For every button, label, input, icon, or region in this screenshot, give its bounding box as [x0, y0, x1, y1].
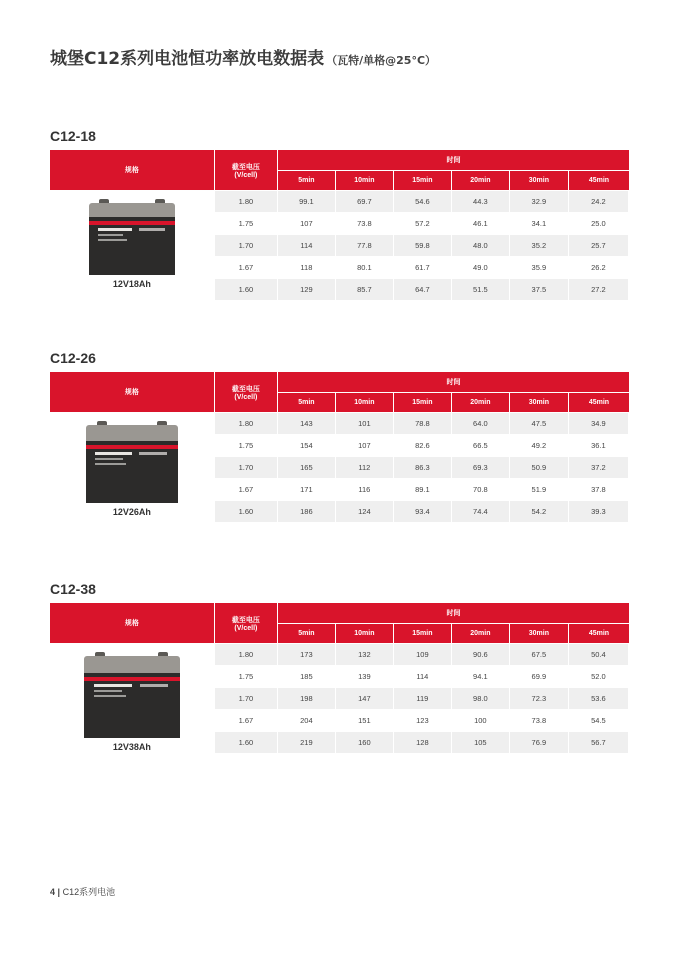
power-value-cell: 90.6 — [452, 644, 510, 666]
power-value-cell: 165 — [278, 457, 336, 479]
power-value-cell: 85.7 — [336, 279, 394, 301]
power-value-cell: 64.7 — [394, 279, 452, 301]
header-duration: 45min — [569, 393, 629, 413]
cutoff-voltage-cell: 1.70 — [215, 457, 278, 479]
header-spec: 规格 — [50, 372, 215, 413]
cutoff-voltage-cell: 1.80 — [215, 413, 278, 435]
header-duration: 20min — [452, 624, 510, 644]
header-duration: 10min — [336, 393, 394, 413]
header-cutoff-line2: (V/cell) — [234, 171, 258, 179]
power-value-cell: 112 — [336, 457, 394, 479]
power-value-cell: 35.9 — [510, 257, 569, 279]
header-cutoff-line1: 截至电压 — [231, 616, 260, 624]
power-value-cell: 154 — [278, 435, 336, 457]
header-duration: 30min — [510, 624, 569, 644]
power-value-cell: 139 — [336, 666, 394, 688]
power-value-cell: 198 — [278, 688, 336, 710]
header-duration: 10min — [336, 624, 394, 644]
cutoff-voltage-cell: 1.67 — [215, 710, 278, 732]
header-time: 时间 — [278, 150, 629, 171]
discharge-table — [50, 150, 629, 301]
power-value-cell: 76.9 — [510, 732, 569, 754]
footer-separator: | — [57, 887, 61, 897]
power-value-cell: 61.7 — [394, 257, 452, 279]
header-cutoff-line1: 截至电压 — [231, 385, 260, 393]
header-cutoff-line2: (V/cell) — [234, 624, 258, 632]
title-subtitle: （瓦特/单格@25°C） — [326, 54, 437, 67]
power-value-cell: 54.6 — [394, 191, 452, 213]
power-value-cell: 73.8 — [510, 710, 569, 732]
header-duration: 5min — [278, 393, 336, 413]
power-value-cell: 114 — [278, 235, 336, 257]
power-value-cell: 107 — [278, 213, 336, 235]
header-cutoff-voltage — [215, 372, 278, 413]
power-value-cell: 129 — [278, 279, 336, 301]
power-value-cell: 47.5 — [510, 413, 569, 435]
power-value-cell: 186 — [278, 501, 336, 523]
power-value-cell: 26.2 — [569, 257, 629, 279]
power-value-cell: 107 — [336, 435, 394, 457]
header-duration: 5min — [278, 171, 336, 191]
power-value-cell: 59.8 — [394, 235, 452, 257]
cutoff-voltage-cell: 1.75 — [215, 213, 278, 235]
header-cutoff-line1: 截至电压 — [231, 163, 260, 171]
power-value-cell: 39.3 — [569, 501, 629, 523]
header-cutoff-voltage — [215, 150, 278, 191]
power-value-cell: 48.0 — [452, 235, 510, 257]
cutoff-voltage-cell: 1.67 — [215, 479, 278, 501]
cutoff-voltage-cell: 1.60 — [215, 501, 278, 523]
power-value-cell: 89.1 — [394, 479, 452, 501]
power-value-cell: 77.8 — [336, 235, 394, 257]
page-number: 4 — [50, 887, 56, 897]
power-value-cell: 204 — [278, 710, 336, 732]
header-time: 时间 — [278, 372, 629, 393]
power-value-cell: 69.3 — [452, 457, 510, 479]
header-time: 时间 — [278, 603, 629, 624]
header-duration: 45min — [569, 624, 629, 644]
power-value-cell: 52.0 — [569, 666, 629, 688]
power-value-cell: 114 — [394, 666, 452, 688]
power-value-cell: 132 — [336, 644, 394, 666]
power-value-cell: 98.0 — [452, 688, 510, 710]
power-value-cell: 99.1 — [278, 191, 336, 213]
power-value-cell: 56.7 — [569, 732, 629, 754]
power-value-cell: 37.5 — [510, 279, 569, 301]
power-value-cell: 37.8 — [569, 479, 629, 501]
power-value-cell: 173 — [278, 644, 336, 666]
power-value-cell: 82.6 — [394, 435, 452, 457]
cutoff-voltage-cell: 1.60 — [215, 279, 278, 301]
title-text: 城堡C12系列电池恒功率放电数据表 — [50, 49, 325, 69]
section-c12-26 — [50, 350, 630, 523]
section-title: C12-26 — [50, 350, 96, 366]
model-label: 12V38Ah — [112, 742, 151, 752]
power-value-cell: 72.3 — [510, 688, 569, 710]
power-value-cell: 54.2 — [510, 501, 569, 523]
header-spec: 规格 — [50, 150, 215, 191]
battery-image — [86, 421, 178, 503]
header-duration: 20min — [452, 393, 510, 413]
power-value-cell: 49.2 — [510, 435, 569, 457]
power-value-cell: 37.2 — [569, 457, 629, 479]
battery-cell — [50, 413, 215, 523]
power-value-cell: 69.7 — [336, 191, 394, 213]
cutoff-voltage-cell: 1.75 — [215, 666, 278, 688]
power-value-cell: 50.4 — [569, 644, 629, 666]
header-duration: 30min — [510, 171, 569, 191]
power-value-cell: 74.4 — [452, 501, 510, 523]
power-value-cell: 25.7 — [569, 235, 629, 257]
power-value-cell: 35.2 — [510, 235, 569, 257]
power-value-cell: 219 — [278, 732, 336, 754]
power-value-cell: 118 — [278, 257, 336, 279]
power-value-cell: 109 — [394, 644, 452, 666]
cutoff-voltage-cell: 1.80 — [215, 191, 278, 213]
power-value-cell: 25.0 — [569, 213, 629, 235]
power-value-cell: 44.3 — [452, 191, 510, 213]
battery-cell — [50, 644, 215, 754]
header-duration: 10min — [336, 171, 394, 191]
header-duration: 15min — [394, 171, 452, 191]
power-value-cell: 36.1 — [569, 435, 629, 457]
discharge-table — [50, 603, 629, 754]
power-value-cell: 151 — [336, 710, 394, 732]
power-value-cell: 57.2 — [394, 213, 452, 235]
power-value-cell: 105 — [452, 732, 510, 754]
section-title: C12-18 — [50, 128, 96, 144]
battery-cell — [50, 191, 215, 301]
power-value-cell: 123 — [394, 710, 452, 732]
power-value-cell: 101 — [336, 413, 394, 435]
power-value-cell: 80.1 — [336, 257, 394, 279]
power-value-cell: 49.0 — [452, 257, 510, 279]
power-value-cell: 51.5 — [452, 279, 510, 301]
power-value-cell: 116 — [336, 479, 394, 501]
power-value-cell: 86.3 — [394, 457, 452, 479]
section-c12-18 — [50, 128, 630, 301]
power-value-cell: 93.4 — [394, 501, 452, 523]
header-duration: 20min — [452, 171, 510, 191]
header-duration: 15min — [394, 624, 452, 644]
power-value-cell: 185 — [278, 666, 336, 688]
cutoff-voltage-cell: 1.67 — [215, 257, 278, 279]
power-value-cell: 67.5 — [510, 644, 569, 666]
power-value-cell: 124 — [336, 501, 394, 523]
power-value-cell: 24.2 — [569, 191, 629, 213]
cutoff-voltage-cell: 1.80 — [215, 644, 278, 666]
cutoff-voltage-cell: 1.75 — [215, 435, 278, 457]
header-cutoff-voltage — [215, 603, 278, 644]
header-spec: 规格 — [50, 603, 215, 644]
power-value-cell: 54.5 — [569, 710, 629, 732]
power-value-cell: 160 — [336, 732, 394, 754]
power-value-cell: 32.9 — [510, 191, 569, 213]
power-value-cell: 70.8 — [452, 479, 510, 501]
cutoff-voltage-cell: 1.70 — [215, 235, 278, 257]
power-value-cell: 34.9 — [569, 413, 629, 435]
power-value-cell: 53.6 — [569, 688, 629, 710]
power-value-cell: 143 — [278, 413, 336, 435]
power-value-cell: 94.1 — [452, 666, 510, 688]
footer-text: C12系列电池 — [62, 887, 116, 897]
power-value-cell: 78.8 — [394, 413, 452, 435]
power-value-cell: 73.8 — [336, 213, 394, 235]
section-title: C12-38 — [50, 581, 96, 597]
power-value-cell: 50.9 — [510, 457, 569, 479]
power-value-cell: 27.2 — [569, 279, 629, 301]
cutoff-voltage-cell: 1.60 — [215, 732, 278, 754]
battery-image — [84, 652, 180, 738]
power-value-cell: 46.1 — [452, 213, 510, 235]
power-value-cell: 64.0 — [452, 413, 510, 435]
power-value-cell: 128 — [394, 732, 452, 754]
table-row — [50, 413, 629, 435]
discharge-table — [50, 372, 629, 523]
table-row — [50, 644, 629, 666]
power-value-cell: 69.9 — [510, 666, 569, 688]
power-value-cell: 100 — [452, 710, 510, 732]
header-duration: 5min — [278, 624, 336, 644]
power-value-cell: 66.5 — [452, 435, 510, 457]
power-value-cell: 34.1 — [510, 213, 569, 235]
power-value-cell: 171 — [278, 479, 336, 501]
power-value-cell: 147 — [336, 688, 394, 710]
battery-image — [89, 199, 175, 275]
table-row — [50, 191, 629, 213]
header-cutoff-line2: (V/cell) — [234, 393, 258, 401]
page-footer — [50, 885, 115, 898]
model-label: 12V18Ah — [112, 279, 151, 289]
header-duration: 15min — [394, 393, 452, 413]
header-duration: 45min — [569, 171, 629, 191]
page-title — [50, 44, 436, 69]
header-duration: 30min — [510, 393, 569, 413]
model-label: 12V26Ah — [112, 507, 151, 517]
power-value-cell: 51.9 — [510, 479, 569, 501]
power-value-cell: 119 — [394, 688, 452, 710]
cutoff-voltage-cell: 1.70 — [215, 688, 278, 710]
section-c12-38 — [50, 581, 630, 754]
